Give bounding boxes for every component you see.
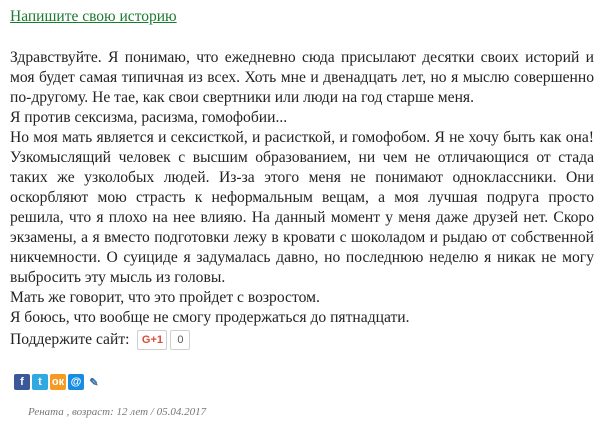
story-paragraph: Мать же говорит, что это пройдет с возростом. <box>10 289 320 306</box>
support-label: Поддержите сайт: <box>10 331 130 348</box>
twitter-icon[interactable]: t <box>32 374 48 390</box>
story-paragraph: Я боюсь, что вообще не смогу продержаться до пятнадцати. <box>10 309 410 326</box>
story-paragraph: Но моя мать является и сексисткой, и расисткой, и гомофобом. Я не хочу быть как она! Узкомыслящий человек с высшим образованием, ни чем не отличающися от стада таких же узколобых людей. Из-за этого меня не понимают одноклассники. Они оскорбляют мою страсть к неформальным вещам, а моя лучшая подруга просто решила, что я плохо на нее влияю. На данный момент у меня даже друзей нет. Скоро экзамены, а я вместо подготовки лежу в кровати с шоколадом и рыдаю от собственной никчемности. О суициде я задумалась давно, но последнюю неделю я никак не могу выбросить эту мысль из головы. <box>10 129 594 286</box>
google-plus-button[interactable]: G+1 <box>137 330 167 350</box>
facebook-icon[interactable]: f <box>14 374 30 390</box>
story-meta: Рената , возраст: 12 лет / 05.04.2017 <box>28 406 207 418</box>
google-plus-count: 0 <box>170 330 190 350</box>
story-body <box>10 48 594 328</box>
share-bar <box>14 374 102 390</box>
odnoklassniki-icon[interactable]: ок <box>51 376 65 388</box>
mail-icon[interactable]: @ <box>68 374 84 390</box>
story-paragraph: Я против сексизма, расизма, гомофобии... <box>10 109 288 126</box>
story-paragraph: Здравствуйте. Я понимаю, что ежедневно сюда присылают десятки своих историй и моя будет самая типичная из всех. Хоть мне и двенадцать лет, но я мыслю совершенно по-другому. Не тае, как свои свертники или люди на год старше меня. <box>10 49 594 106</box>
support-site-block <box>10 330 190 350</box>
livejournal-icon[interactable]: ✎ <box>86 374 102 390</box>
page-title-link[interactable]: Напишите свою историю <box>10 8 177 25</box>
